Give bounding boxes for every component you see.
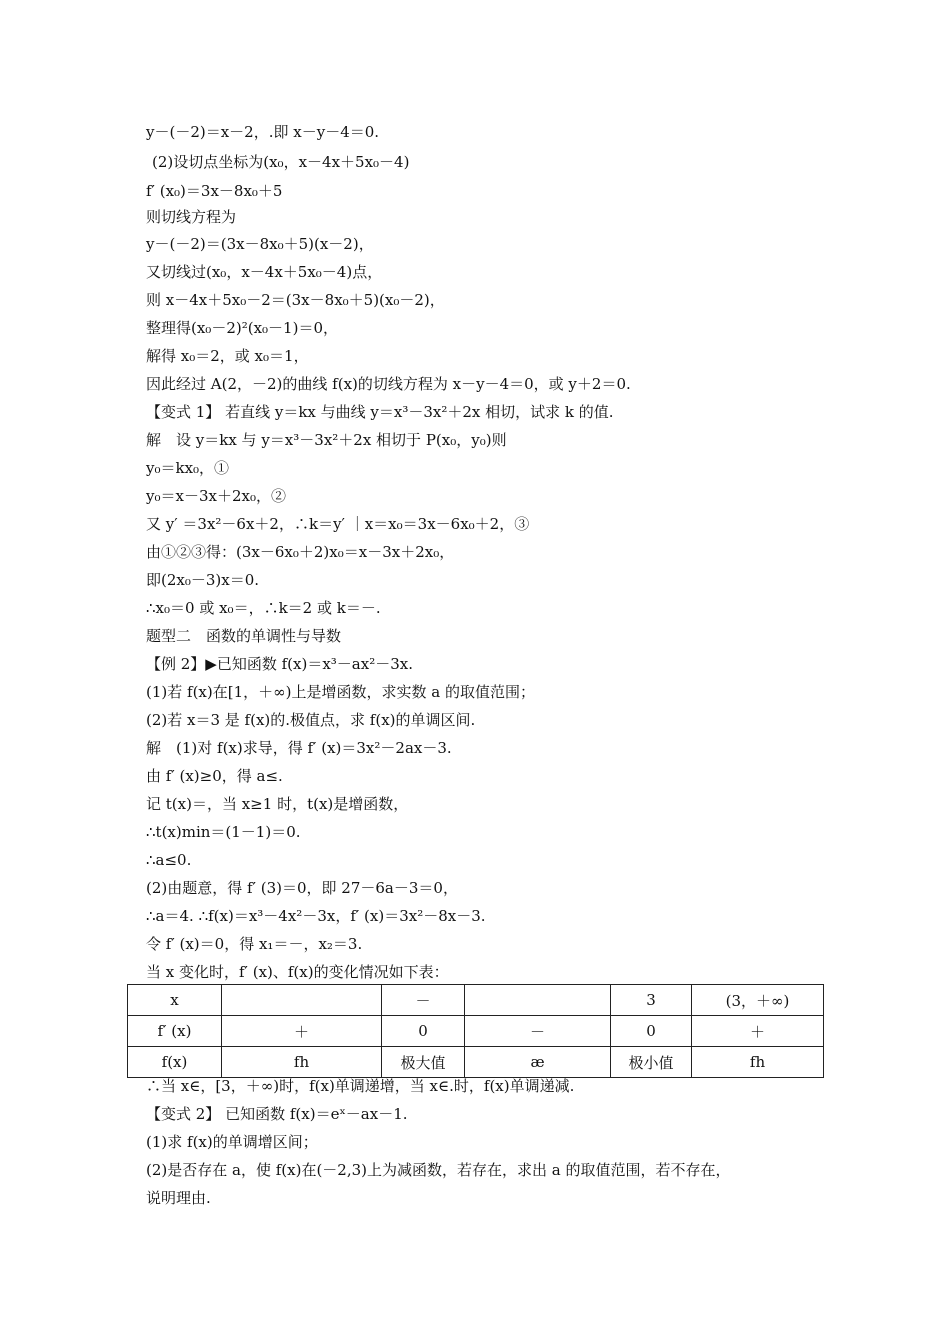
text-line: f′ (x₀)＝3x－8x₀＋5 — [146, 182, 283, 200]
text-line: (1)求 f(x)的单调增区间； — [146, 1133, 318, 1151]
text-line: ∴当 x∈，[3，＋∞)时，f(x)单调递增，当 x∈.时，f(x)单调递减. — [146, 1077, 575, 1095]
table-cell: 极小值 — [611, 1047, 692, 1078]
text-line: (2)若 x＝3 是 f(x)的.极值点，求 f(x)的单调区间. — [146, 711, 476, 729]
text-line: y－(－2)＝x－2，.即 x－y－4＝0. — [146, 123, 380, 141]
text-line: 由①②③得：(3x－6x₀＋2)x₀＝x－3x＋2x₀， — [146, 543, 455, 561]
section-heading: 题型二 函数的单调性与导数 — [146, 627, 342, 645]
table-row — [128, 1016, 824, 1047]
text-line: (2)是否存在 a，使 f(x)在(－2,3)上为减函数，若存在，求出 a 的取值范围，若不存在， — [146, 1161, 731, 1179]
text-line: 解 (1)对 f(x)求导，得 f′ (x)＝3x²－2ax－3. — [146, 739, 452, 757]
text-line: y－(－2)＝(3x－8x₀＋5)(x－2)， — [146, 235, 374, 253]
text-line: 即(2x₀－3)x＝0. — [146, 571, 260, 589]
table-cell: ＋ — [692, 1016, 824, 1047]
table-cell: 0 — [611, 1016, 692, 1047]
text-line: 则切线方程为 — [146, 208, 237, 226]
text-line: 说明理由. — [146, 1189, 211, 1207]
table-cell: fh — [692, 1047, 824, 1078]
text-line: 【例 2】▶已知函数 f(x)＝x³－ax²－3x. — [146, 655, 413, 673]
text-line: 整理得(x₀－2)²(x₀－1)＝0， — [146, 319, 338, 337]
text-line: (2)由题意，得 f′ (3)＝0，即 27－6a－3＝0， — [146, 879, 458, 897]
table-cell: f(x) — [128, 1047, 222, 1078]
text-line: 又 y′ ＝3x²－6x＋2，∴k＝y′ ｜x＝x₀＝3x－6x₀＋2，③ — [146, 515, 530, 533]
table-cell: fh — [222, 1047, 382, 1078]
table-cell: (3，＋∞) — [692, 985, 824, 1016]
text-line: 则 x－4x＋5x₀－2＝(3x－8x₀＋5)(x₀－2)， — [146, 291, 445, 309]
text-line: y₀＝kx₀，① — [146, 459, 230, 477]
table-cell: ＋ — [222, 1016, 382, 1047]
table-cell: f′ (x) — [128, 1016, 222, 1047]
table-cell: 3 — [611, 985, 692, 1016]
table-cell — [222, 985, 382, 1016]
variation-table — [127, 984, 824, 1078]
text-line: y₀＝x－3x＋2x₀，② — [146, 487, 286, 505]
text-line: 解 设 y＝kx 与 y＝x³－3x²＋2x 相切于 P(x₀，y₀)则 — [146, 431, 507, 449]
text-line: 记 t(x)＝，当 x≥1 时，t(x)是增函数， — [146, 795, 409, 813]
text-line: ∴a＝4. ∴f(x)＝x³－4x²－3x，f′ (x)＝3x²－8x－3. — [146, 907, 486, 925]
table-row — [128, 1047, 824, 1078]
text-line: 又切线过(x₀，x－4x＋5x₀－4)点， — [146, 263, 383, 281]
text-line: ∴t(x)min＝(1－1)＝0. — [146, 823, 301, 841]
text-line: ∴x₀＝0 或 x₀＝，∴k＝2 或 k＝－. — [146, 599, 381, 617]
table-cell: æ — [465, 1047, 611, 1078]
table-cell: x — [128, 985, 222, 1016]
text-line: 令 f′ (x)＝0，得 x₁＝－，x₂＝3. — [146, 935, 363, 953]
text-line: ∴a≤0. — [146, 851, 192, 869]
text-line: (1)若 f(x)在[1，＋∞)上是增函数，求实数 a 的取值范围； — [146, 683, 535, 701]
text-line: 当 x 变化时，f′ (x)、f(x)的变化情况如下表： — [146, 963, 449, 981]
table-cell — [465, 985, 611, 1016]
table-cell: 0 — [382, 1016, 465, 1047]
text-line: 解得 x₀＝2，或 x₀＝1， — [146, 347, 309, 365]
table-cell: － — [465, 1016, 611, 1047]
text-line: 【变式 1】 若直线 y＝kx 与曲线 y＝x³－3x²＋2x 相切，试求 k 的值. — [146, 403, 614, 421]
text-line: 因此经过 A(2，－2)的曲线 f(x)的切线方程为 x－y－4＝0，或 y＋2＝0. — [146, 375, 631, 393]
table-row — [128, 985, 824, 1016]
text-line: 【变式 2】 已知函数 f(x)＝eˣ－ax－1. — [146, 1105, 408, 1123]
table-cell: － — [382, 985, 465, 1016]
text-line: (2)设切点坐标为(x₀，x－4x＋5x₀－4) — [152, 153, 410, 171]
text-line: 由 f′ (x)≥0，得 a≤. — [146, 767, 283, 785]
table-cell: 极大值 — [382, 1047, 465, 1078]
